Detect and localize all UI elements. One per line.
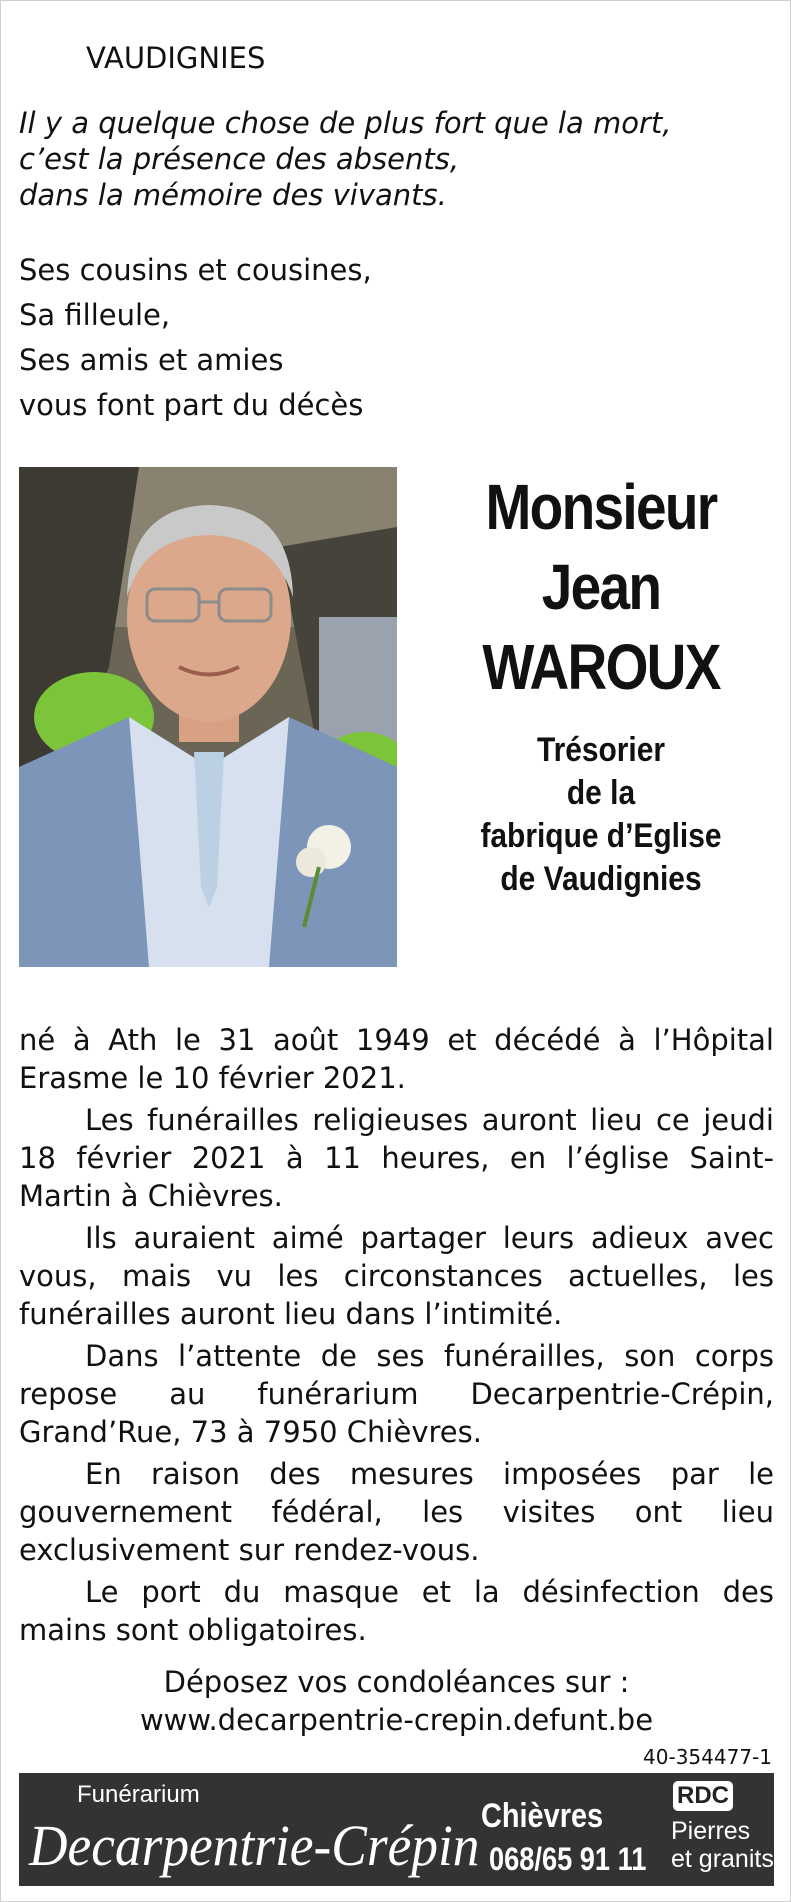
funeral-home-city: Chièvres	[481, 1797, 604, 1835]
portrait-photo	[19, 467, 397, 967]
funeral-paragraph: Les funérailles religieuses auront lieu ce jeudi 18 février 2021 à 11 heures, en l’église Saint-Martin à Chièvres.	[19, 1103, 774, 1213]
funeral-home-name: Decarpentrie-Crépin	[29, 1813, 480, 1878]
role-line: de Vaudignies	[500, 860, 702, 898]
deceased-first-name: Jean	[541, 551, 661, 623]
family-line: Ses amis et amies	[19, 343, 284, 377]
funeral-home-banner	[19, 1773, 774, 1886]
repose-paragraph: Dans l’attente de ses funérailles, son corps repose au funérarium Decarpentrie-Crépin, Grand’Rue, 73 à 7950 Chièvres.	[19, 1339, 774, 1449]
family-line: Ses cousins et cousines,	[19, 253, 372, 287]
condolences-label: Déposez vos condoléances sur :	[163, 1665, 630, 1699]
family-line: vous font part du décès	[19, 388, 364, 422]
birth-death-paragraph: né à Ath le 31 août 1949 et décédé à l’Hôpital Erasme le 10 février 2021.	[19, 1023, 774, 1095]
rdc-logo: RDC	[673, 1781, 733, 1811]
family-line: Sa filleule,	[19, 298, 171, 332]
funeral-home-label: Funérarium	[77, 1781, 200, 1808]
portrait-illustration	[19, 467, 397, 967]
deceased-name-block	[431, 467, 771, 901]
rdc-tagline	[671, 1817, 774, 1873]
deceased-title: Monsieur	[485, 471, 717, 543]
role-line: fabrique d’Eglise	[480, 817, 722, 855]
quote-line: dans la mémoire des vivants.	[19, 178, 447, 212]
reference-number: 40-354477-1	[643, 1745, 772, 1769]
funeral-home-phone: 068/65 91 11	[489, 1841, 647, 1877]
quote-line: c’est la présence des absents,	[19, 142, 460, 176]
deceased-last-name: WAROUX	[482, 631, 720, 703]
intimacy-paragraph: Ils auraient aimé partager leurs adieux avec vous, mais vu les circonstances actuelles, les funérailles auront lieu dans l’intimité.	[19, 1221, 774, 1331]
town-heading: VAUDIGNIES	[86, 41, 266, 75]
tagline-line: Pierres	[671, 1817, 751, 1845]
notice-body	[19, 1021, 774, 1653]
role-line: Trésorier	[536, 731, 666, 769]
family-announcement	[19, 248, 372, 428]
role-line: de la	[566, 774, 636, 812]
mask-paragraph: Le port du masque et la désinfection des mains sont obligatoires.	[19, 1575, 774, 1647]
tagline-line: et granits	[671, 1845, 774, 1873]
condolences-link[interactable]: www.decarpentrie-crepin.defunt.be	[139, 1703, 654, 1737]
deceased-role	[431, 729, 771, 901]
visits-paragraph: En raison des mesures imposées par le gouvernement fédéral, les visites ont lieu exclusivement sur rendez-vous.	[19, 1457, 774, 1567]
memorial-quote	[19, 105, 671, 213]
quote-line: Il y a quelque chose de plus fort que la mort,	[19, 106, 672, 140]
condolences-block	[19, 1663, 774, 1739]
